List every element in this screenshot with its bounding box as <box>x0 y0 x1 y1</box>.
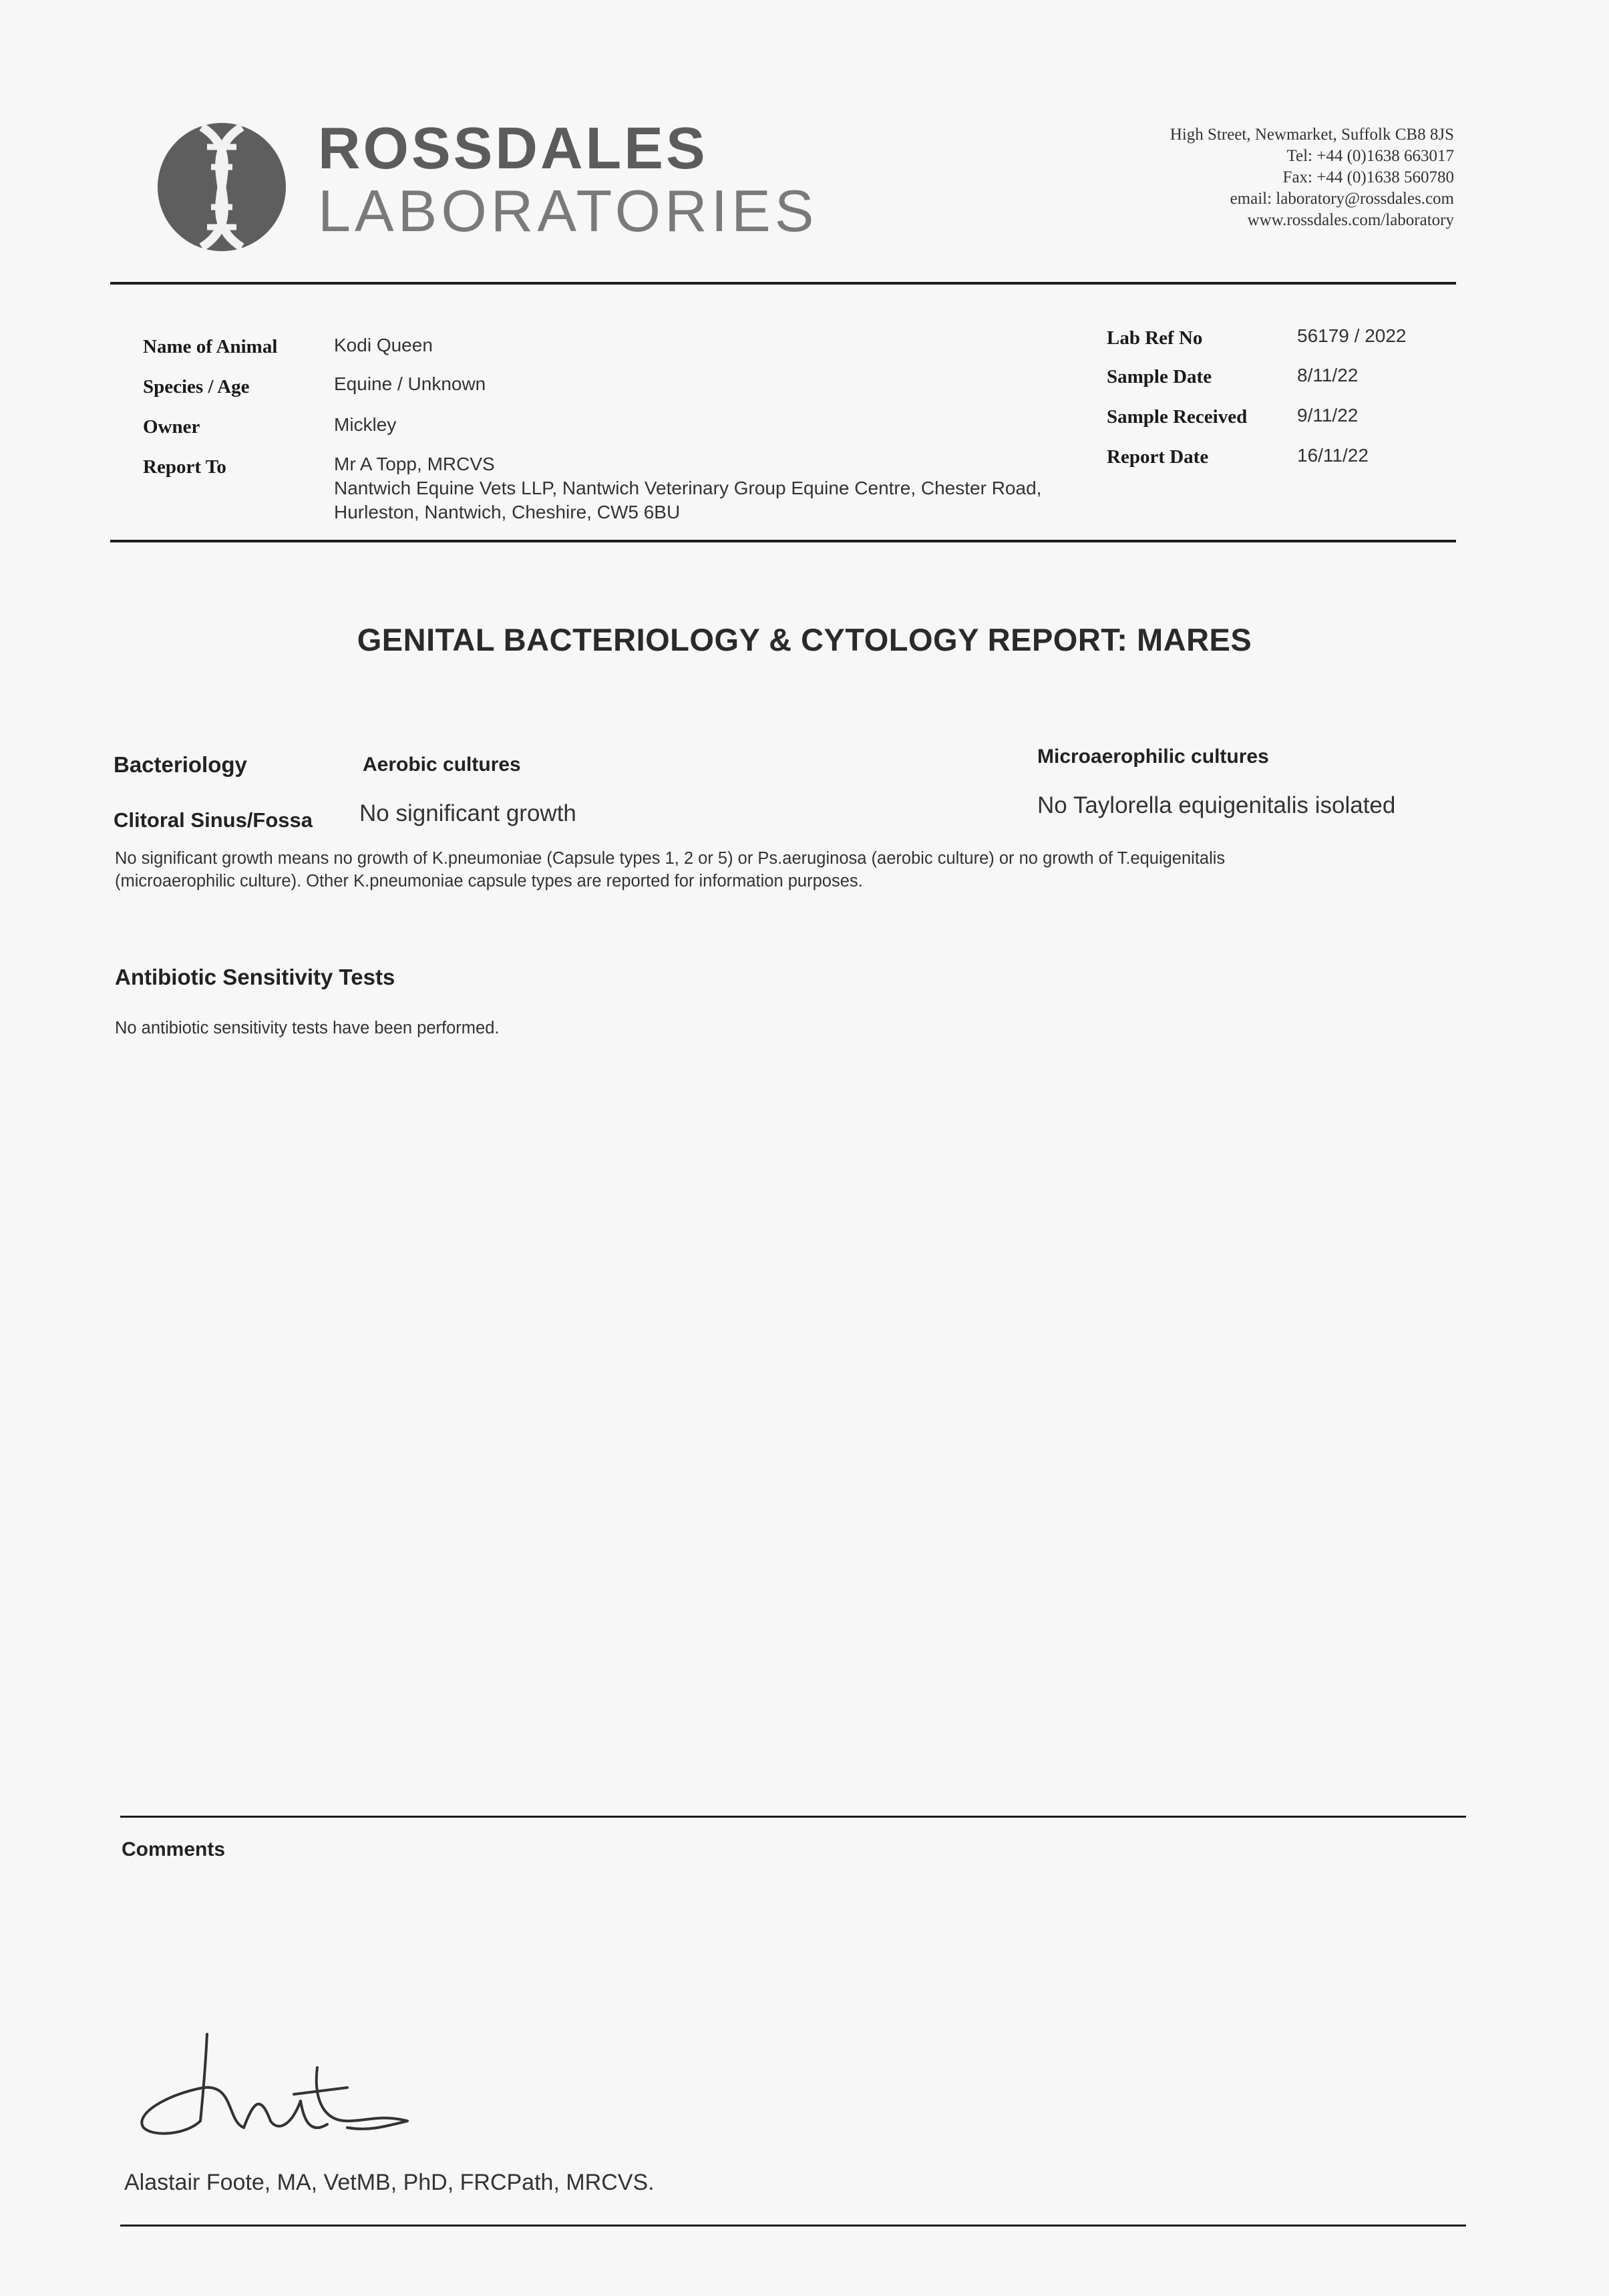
signatory-name: Alastair Foote, MA, VetMB, PhD, FRCPath, MRCVS. <box>124 2170 655 2195</box>
contact-web: www.rossdales.com/laboratory <box>1247 211 1454 229</box>
lab-ref-label: Lab Ref No <box>1107 327 1203 349</box>
sample-date-value: 8/11/22 <box>1297 365 1359 385</box>
antibiotic-heading: Antibiotic Sensitivity Tests <box>115 965 395 989</box>
owner-value: Mickley <box>334 414 397 435</box>
report-to-line3: Hurleston, Nantwich, Cheshire, CW5 6BU <box>334 502 681 522</box>
sample-received-label: Sample Received <box>1107 406 1248 428</box>
report-to-address <box>334 452 1041 524</box>
name-of-animal-value: Kodi Queen <box>334 335 433 355</box>
antibiotic-text: No antibiotic sensitivity tests have been performed. <box>115 1019 500 1037</box>
report-title: GENITAL BACTERIOLOGY & CYTOLOGY REPORT: MARES <box>357 622 1252 657</box>
info-divider <box>110 540 1456 542</box>
signature-image <box>127 2021 474 2154</box>
brand-name-line1: ROSSDALES <box>318 115 708 181</box>
report-to-line1: Mr A Topp, MRCVS <box>334 454 495 474</box>
bacteriology-note-line1: No significant growth means no growth of K.pneumoniae (Capsule types 1, 2 or 5) or Ps.aeruginosa (aerobic culture) or no growth of T.equigenitalis <box>115 849 1226 868</box>
dna-helix-icon <box>155 120 289 254</box>
bacteriology-note-line2: (microaerophilic culture). Other K.pneumoniae capsule types are reported for information purposes. <box>115 872 863 890</box>
sample-received-value: 9/11/22 <box>1297 405 1359 426</box>
report-date-value: 16/11/22 <box>1297 445 1369 466</box>
contact-address: High Street, Newmarket, Suffolk CB8 8JS <box>1170 126 1454 144</box>
species-age-value: Equine / Unknown <box>334 373 486 394</box>
name-of-animal-label: Name of Animal <box>143 336 278 357</box>
contact-tel: Tel: +44 (0)1638 663017 <box>1286 147 1454 165</box>
microaerophilic-cultures-heading: Microaerophilic cultures <box>1037 746 1269 768</box>
brand-name-line2: LABORATORIES <box>318 178 818 244</box>
header-divider <box>110 282 1456 285</box>
comments-divider <box>120 1816 1466 1818</box>
contact-email: email: laboratory@rossdales.com <box>1230 190 1454 208</box>
comments-heading: Comments <box>122 1838 226 1860</box>
lab-ref-value: 56179 / 2022 <box>1297 325 1407 346</box>
report-to-label: Report To <box>143 456 226 478</box>
contact-block <box>1170 124 1454 231</box>
aerobic-result: No significant growth <box>359 800 576 826</box>
report-date-label: Report Date <box>1107 446 1209 468</box>
microaerophilic-result: No Taylorella equigenitalis isolated <box>1037 792 1396 818</box>
footer-divider <box>120 2225 1466 2227</box>
contact-fax: Fax: +44 (0)1638 560780 <box>1282 168 1454 186</box>
species-age-label: Species / Age <box>143 376 250 397</box>
sample-date-label: Sample Date <box>1107 366 1212 387</box>
bacteriology-heading: Bacteriology <box>114 752 247 777</box>
sample-site: Clitoral Sinus/Fossa <box>114 808 313 832</box>
bacteriology-note <box>115 847 1225 892</box>
report-to-line2: Nantwich Equine Vets LLP, Nantwich Veterinary Group Equine Centre, Chester Road, <box>334 478 1042 498</box>
owner-label: Owner <box>143 416 200 438</box>
aerobic-cultures-heading: Aerobic cultures <box>363 754 521 776</box>
